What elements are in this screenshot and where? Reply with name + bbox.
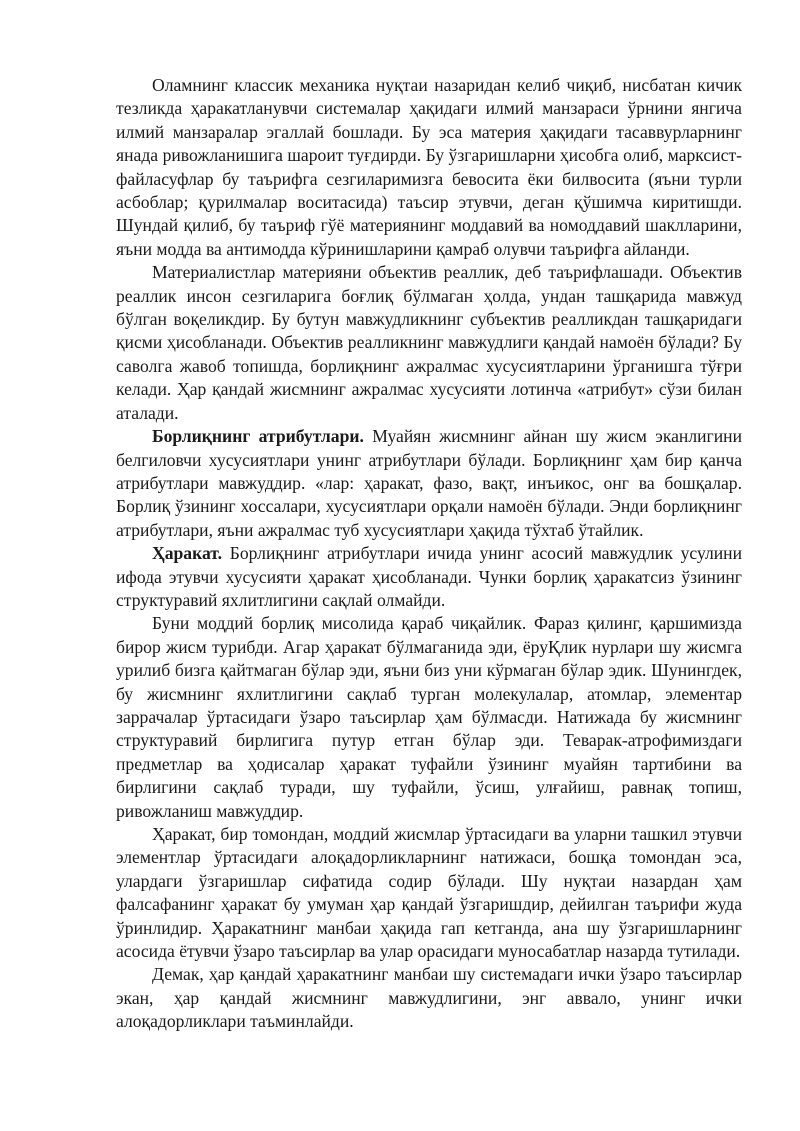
document-page	[116, 74, 742, 1034]
paragraph-2-text: Материалистлар материяни объектив реаллик, деб таърифлашади. Объектив реаллик инсон сезгиларига боғлиқ бўлмаган ҳолда, ундан ташқарида мавжуд бўлган воқеликдир. Бу бутун мавжудликнинг субъектив реалликдан ташқаридаги қисми ҳисобланади. Объектив реалликнинг мавжудлиги қандай намоён бўлади? Бу саволга жавоб топишда, борлиқнинг ажралмас хусусиятларини ўрганишга тўғри келади. Ҳар қандай жисмнинг ажралмас хусусияти лотинча «атрибут» сўзи билан аталади.	[116, 262, 742, 423]
paragraph-4	[116, 542, 742, 612]
paragraph-5	[116, 612, 742, 823]
paragraph-6	[116, 823, 742, 963]
paragraph-5-text: Буни моддий борлиқ мисолида қараб чиқайлик. Фараз қилинг, қаршимизда бирор жисм турибди. Агар ҳаракат бўлмаганида эди, ёруҚлик нурлари шу жисмга урилиб бизга қайтмаган бўлар эди, яъни биз уни кўрмаган бўлар эдик. Шунингдек, бу жисмнинг яхлитлигини сақлаб турган молекулалар, атомлар, элементар заррачалар ўртасидаги ўзаро таъсирлар ҳам бўлмасди. Натижада бу жисмнинг структуравий бирлигига путур етган бўлар эди. Теварак-атрофимиздаги предметлар ва ҳодисалар ҳаракат туфайли ўзининг муайян тартибини ва бирлигини сақлаб туради, шу туфайли, ўсиш, улғайиш, равнақ топиш, ривожланиш мавжуддир.	[116, 613, 742, 821]
paragraph-2	[116, 261, 742, 425]
section-heading-attributes: Борлиқнинг атрибутлари.	[152, 426, 364, 447]
paragraph-1	[116, 74, 742, 261]
paragraph-7	[116, 963, 742, 1033]
paragraph-3	[116, 425, 742, 542]
paragraph-4-text: Борлиқнинг атрибутлари ичида унинг асосий мавжудлик усулини ифода этувчи хусусияти ҳаракат ҳисобланади. Чунки борлиқ ҳаракатсиз ўзининг структуравий яхлитлигини сақлай олмайди.	[116, 543, 742, 610]
paragraph-6-text: Ҳаракат, бир томондан, моддий жисмлар ўртасидаги ва уларни ташкил этувчи элементлар ўртасидаги алоқадорликларнинг натижаси, бошқа томондан эса, улардаги ўзгаришлар сифатида содир бўлади. Шу нуқтаи назардан ҳам фалсафанинг ҳаракат бу умуман ҳар қандай ўзгаришдир, дейилган таърифи жуда ўринлидир. Ҳаракатнинг манбаи ҳақида гап кетганда, ана шу ўзгаришларнинг асосида ётувчи ўзаро таъсирлар ва улар орасидаги муносабатлар назарда тутилади.	[116, 824, 742, 962]
paragraph-3-text: Муайян жисмнинг айнан шу жисм эканлигини белгиловчи хусусиятлари унинг атрибутлари бўлади. Борлиқнинг ҳам бир қанча атрибутлари мавжуддир. «лар: ҳаракат, фазо, вақт, инъикос, онг ва бошқалар. Борлиқ ўзининг хоссалари, хусусиятлари орқали намоён бўлади. Энди борлиқнинг атрибутлари, яъни ажралмас туб хусусиятлари ҳақида тўхтаб ўтайлик.	[116, 426, 742, 540]
paragraph-7-text: Демак, ҳар қандай ҳаракатнинг манбаи шу системадаги ички ўзаро таъсирлар экан, ҳар қандай жисмнинг мавжудлигини, энг аввало, унинг ички алоқадорликлари таъминлайди.	[116, 964, 742, 1032]
paragraph-1-text: Оламнинг классик механика нуқтаи назаридан келиб чиқиб, нисбатан кичик тезликда ҳаракатланувчи системалар ҳақидаги илмий манзараси ўрнини янгича илмий манзаралар эгаллай бошлади. Бу эса материя ҳақидаги тасаввурларнинг янада ривожланишига шароит туғдирди. Бу ўзгаришларни ҳисобга олиб, марксист-файласуфлар бу таърифга сезгиларимизга бевосита ёки билвосита (яъни турли асбоблар; қурилмалар воситасида) таъсир этувчи, деган қўшимча киритишди. Шундай қилиб, бу таъриф гўё материянинг моддавий ва номоддавий шаклларини, яъни модда ва антимодда кўринишларини қамраб олувчи таърифга айланди.	[116, 75, 742, 259]
section-heading-motion: Ҳаракат.	[152, 543, 223, 564]
